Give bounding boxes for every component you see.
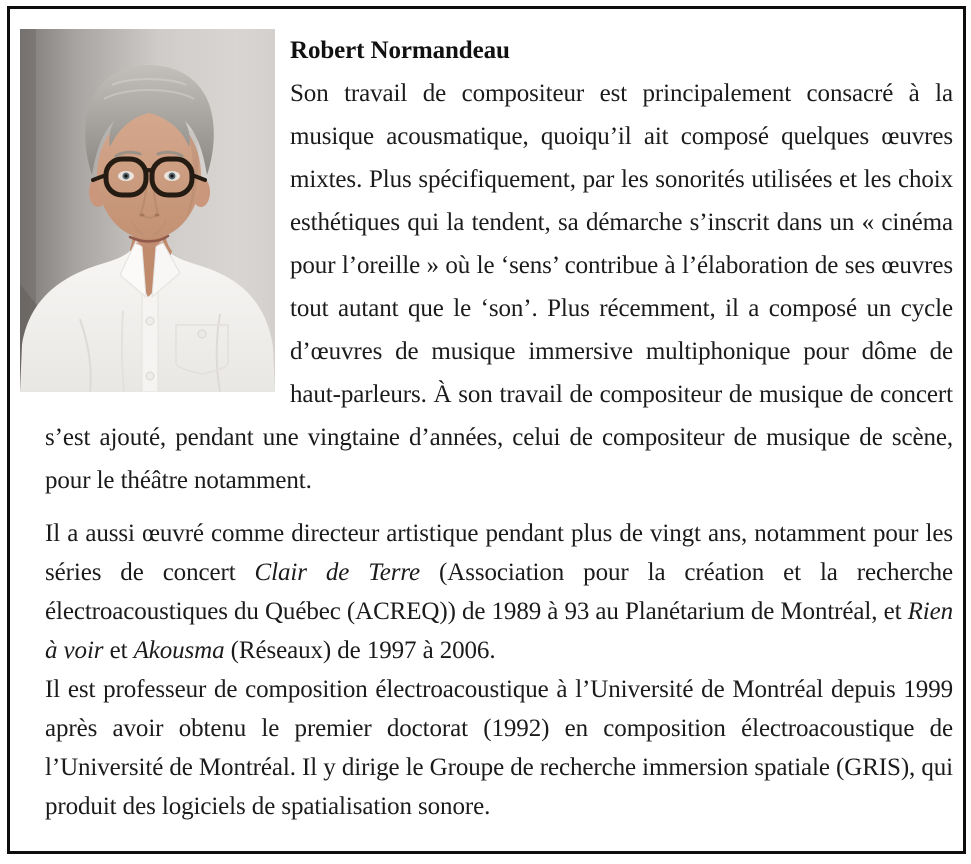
paragraph2-text: et <box>103 637 134 664</box>
bio-paragraph-3: Il est professeur de composition électroacoustique à l’Université de Montréal depuis 1999 après avoir obtenu le premier doctorat (1992) en composition électroacoustique de l’Université de Montréal. Il y dirige le Groupe de recherche immersion spatiale (GRIS), qui produit des logiciels de spatialisation sonore. <box>45 676 953 820</box>
bio-paragraph-1: Son travail de compositeur est principalement consacré à la musique acousmatique, quoiqu’il ait composé quelques œuvres mixtes. Plus spécifiquement, par les sonorités utilisées et les choix esthétiques qui la tendent, sa démarche s’inscrit dans un « cinéma pour l’oreille » où le ‘sens’ contribue à l’élaboration de ses œuvres tout autant que le ‘son’. Plus récemment, il a composé un cycle d’œuvres de musique immersive multiphonique pour dôme de haut-parleurs. À son travail de compositeur de musique de concert s’est ajouté, pendant une vingtaine d’années, celui de compositeur de musique de scène, pour le théâtre notamment. <box>45 80 953 494</box>
page-title: Robert Normandeau <box>290 37 510 64</box>
paragraph2-text: Il a aussi œuvré comme directeur artistique pendant plus de vingt ans, notamment pour les séries de concert <box>45 520 953 586</box>
photo-text-spacer <box>45 29 290 392</box>
series-title-clair-de-terre: Clair de Terre <box>254 559 421 586</box>
paragraph2-text: (Réseaux) de 1997 à 2006. <box>224 637 496 664</box>
bio-paragraph-2 <box>45 514 953 670</box>
series-title-akousma: Akousma <box>133 637 225 664</box>
paragraph2-text: (Association pour la création et la recherche électroacoustiques du Québec (ACREQ)) de 1989 à 93 au Planétarium de Montréal, et <box>45 559 954 625</box>
bio-text-column <box>45 29 953 826</box>
series-title-rien-a-voir: Rien à voir <box>45 598 953 664</box>
